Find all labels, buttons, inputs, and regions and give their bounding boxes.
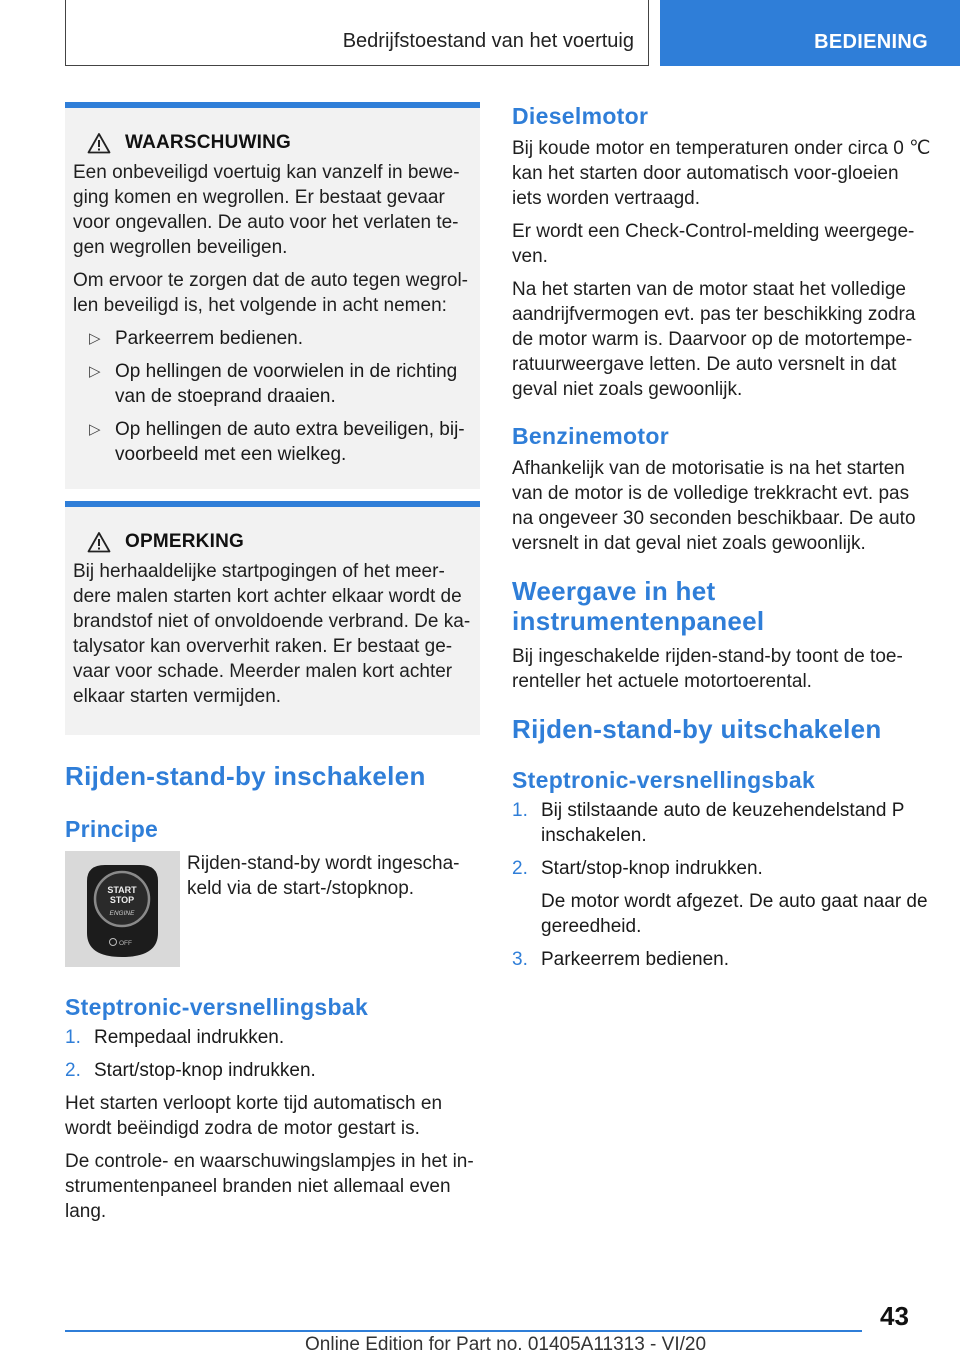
start-stop-button-icon — [65, 851, 180, 967]
steps-list-left — [65, 1025, 480, 1083]
left-column — [65, 102, 480, 1232]
button-line3: ENGINE — [109, 910, 135, 917]
step-2-result-text: De motor wordt afgezet. De auto gaat naar de gereedheid. — [541, 891, 928, 937]
warning-title: WAARSCHUWING — [125, 132, 291, 153]
note-paragraph: Bij herhaaldelijke startpogingen of het meer-dere malen starten kort achter elkaar wordt de brandstof niet of onvoldoende verbrand. De ka-talysator kan oververhit raken. Er bestaat ge-vaar voor schade. Meerder malen kort achter elkaar starten vermijden. — [73, 561, 471, 707]
list-item: 3. Parkeerrem bedienen. — [512, 949, 729, 970]
petrol-paragraph-1: Afhankelijk van de motorisatie is na het starten van de motor is de volledige trekkracht evt. pas na ongeveer 30 seconden beschikbaar. De auto versnelt in dat geval niet zoals gewoonlijk. — [512, 458, 916, 554]
warning-box — [65, 102, 480, 489]
warning-paragraph-2: Om ervoor te zorgen dat de auto tegen wegrol-len beveiligd is, het volgende in acht nemen: — [73, 270, 469, 316]
footer-rule — [65, 1330, 862, 1332]
principle-heading: Principe — [65, 816, 159, 842]
note-header — [87, 531, 472, 553]
petrol-heading: Benzinemotor — [512, 423, 669, 449]
start-stop-button-image — [65, 851, 180, 967]
steps-list-right — [512, 798, 932, 972]
list-item: ▷ Op hellingen de voorwielen in de richting van de stoeprand draaien. — [89, 361, 458, 407]
bullet-triangle-icon: ▷ — [89, 330, 101, 347]
warning-header — [87, 132, 472, 154]
diesel-paragraph-2: Er wordt een Check-Control-melding weergege-ven. — [512, 221, 915, 267]
page-number: 43 — [880, 1301, 909, 1331]
warning-triangle-icon — [87, 132, 111, 154]
header-section-title: Bedrijfstoestand van het voertuig — [342, 30, 634, 52]
list-item: 1. Bij stilstaande auto de keuzehendelstand P inschakelen. — [512, 800, 905, 846]
list-item: 2. Start/stop-knop indrukken. — [65, 1060, 316, 1081]
bullet-triangle-icon: ▷ — [89, 363, 101, 380]
header-chapter-title: BEDIENING — [814, 31, 928, 53]
note-title: OPMERKING — [125, 531, 244, 552]
list-item: ▷ Parkeerrem bedienen. — [89, 328, 303, 349]
button-line1: START — [107, 885, 137, 895]
diesel-paragraph-3: Na het starten van de motor staat het volledige aandrijfvermogen evt. pas ter beschikking zodra de motor warm is. Daarvoor op de motortempe-ratuurweergave letten. De auto versnelt in dat geval niet zoals gewoonlijk. — [512, 279, 916, 400]
list-item: ▷ Op hellingen de auto extra beveiligen, bij-voorbeeld met een wielkeg. — [89, 419, 465, 465]
section-heading-on: Rijden-stand-by inschakelen — [65, 761, 426, 791]
header-chapter-tab — [660, 0, 960, 66]
principle-text: Rijden-stand-by wordt ingescha-keld via de start-/stopknop. — [187, 853, 460, 899]
diesel-heading: Dieselmotor — [512, 103, 649, 129]
display-paragraph-1: Bij ingeschakelde rijden-stand-by toont de toe-renteller het actuele motortoerental. — [512, 646, 903, 692]
list-item: 1. Rempedaal indrukken. — [65, 1027, 285, 1048]
warning-bullet-list — [83, 326, 472, 467]
button-off-label: OFF — [119, 940, 132, 947]
footer-edition: Online Edition for Part no. 01405A11313 - VI/20 — [305, 1334, 707, 1355]
after-steps-paragraph-1: Het starten verloopt korte tijd automatisch en wordt beëindigd zodra de motor gestart is. — [65, 1093, 443, 1139]
diesel-paragraph-1: Bij koude motor en temperaturen onder circa 0 ℃ kan het starten door automatisch voor-gloeien iets worden vertraagd. — [512, 138, 931, 209]
header-section-tab — [65, 0, 649, 66]
warning-paragraph-1: Een onbeveiligd voertuig kan vanzelf in bewe-ging komen en wegrollen. Er bestaat gevaar voor ongevallen. De auto voor het verlaten te-gen wegrollen beveiligen. — [73, 162, 460, 258]
steptronic-heading-left: Steptronic-versnellingsbak — [65, 994, 369, 1020]
display-heading: Weergave in het instrumentenpaneel — [512, 576, 765, 636]
bullet-triangle-icon: ▷ — [89, 421, 101, 438]
button-line2: STOP — [109, 895, 135, 905]
steptronic-heading-right: Steptronic-versnellingsbak — [512, 767, 816, 793]
after-steps-paragraph-2: De controle- en waarschuwingslampjes in het in-strumentenpaneel branden niet allemaal even lang. — [65, 1151, 474, 1222]
section-heading-off: Rijden-stand-by uitschakelen — [512, 714, 882, 744]
note-box — [65, 501, 480, 735]
warning-triangle-icon — [87, 531, 111, 553]
principle-block — [65, 851, 480, 967]
list-item: 2. Start/stop-knop indrukken. — [512, 858, 763, 879]
right-column — [512, 102, 932, 980]
